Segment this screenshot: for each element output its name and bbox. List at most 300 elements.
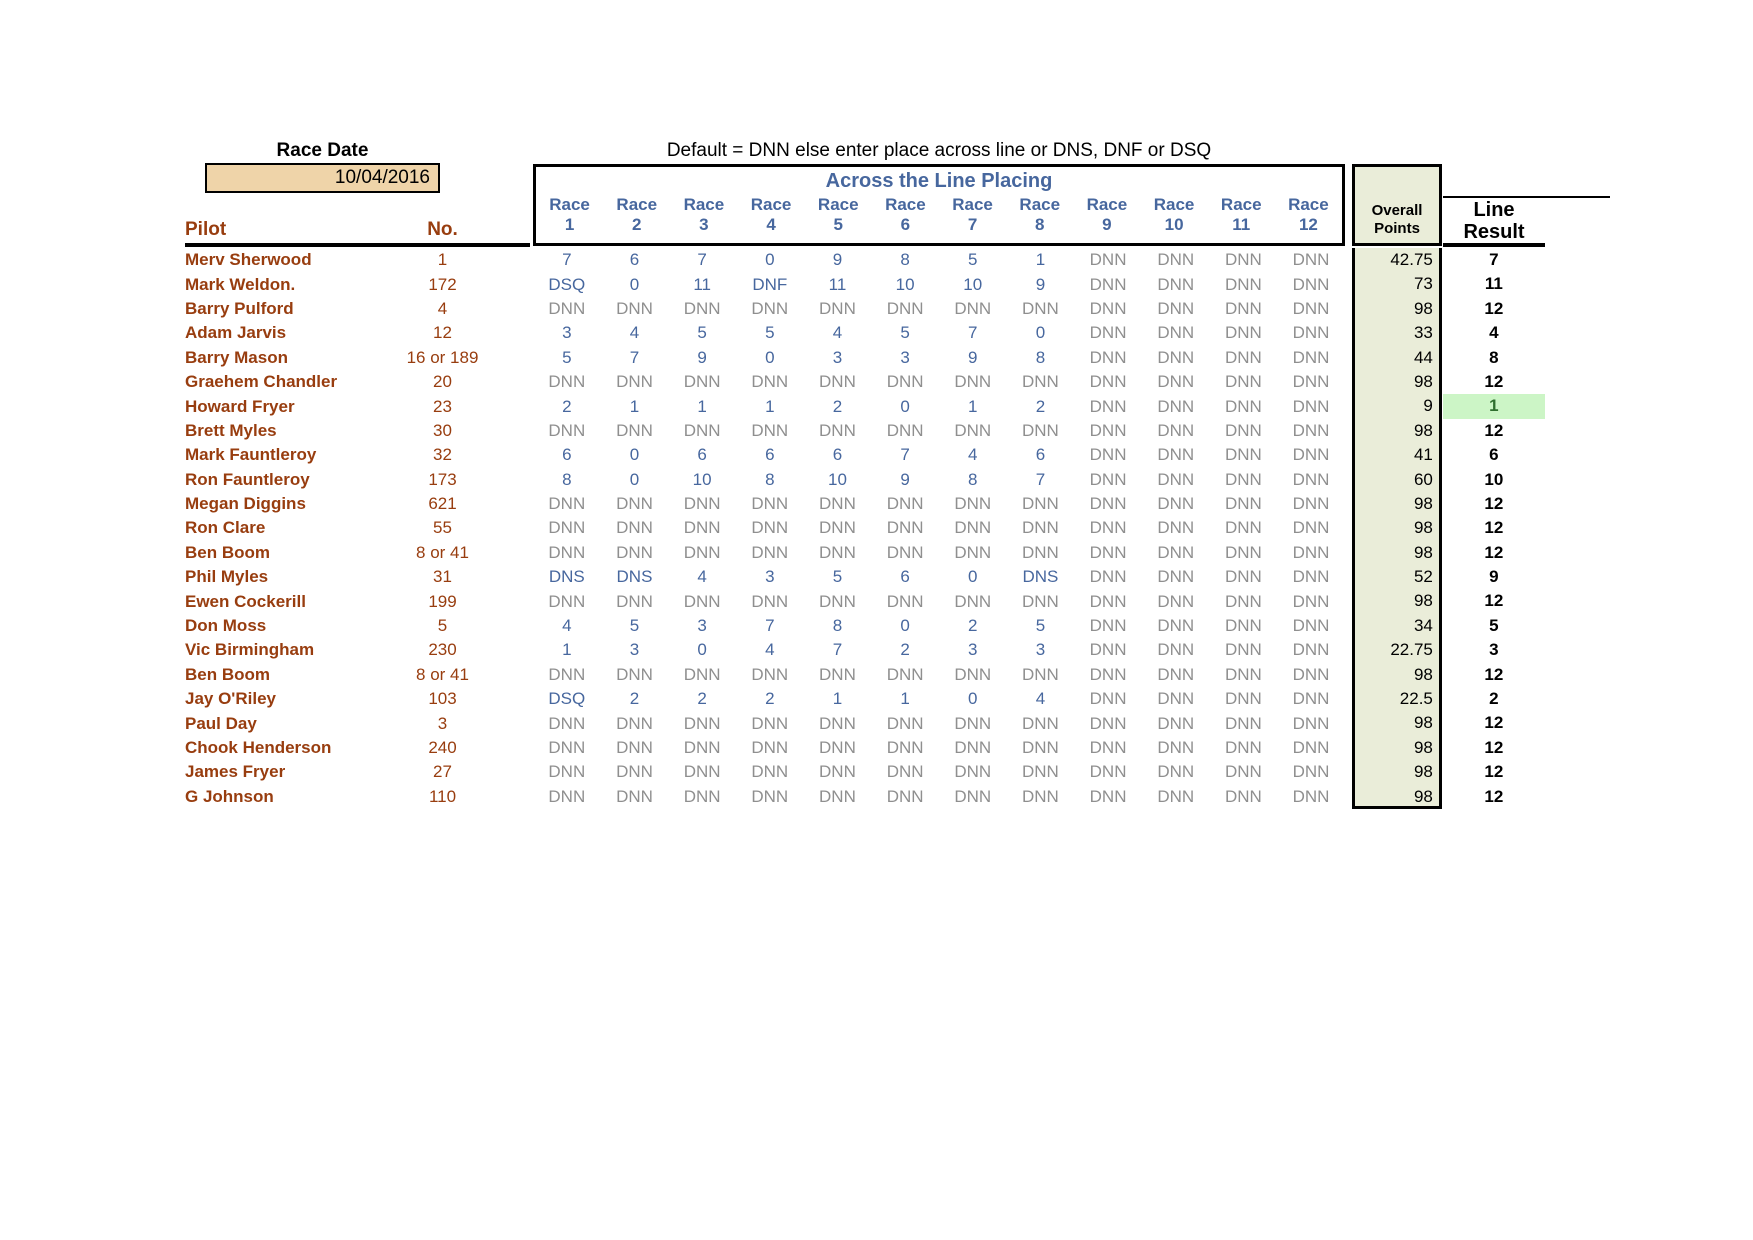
race-placing-cell[interactable]: DNN — [1292, 664, 1330, 684]
race-placing-cell[interactable]: DNN — [751, 518, 789, 538]
race-placing-cell[interactable]: DNN — [1089, 664, 1127, 684]
race-placing-cell[interactable]: DNN — [819, 542, 856, 562]
race-placing-cell[interactable]: DNN — [819, 494, 856, 514]
race-placing-cell[interactable]: DNN — [1157, 518, 1195, 538]
race-placing-cell[interactable]: DNN — [751, 786, 789, 806]
race-placing-cell[interactable]: DNN — [819, 591, 856, 611]
race-placing-cell[interactable]: 6 — [1035, 445, 1046, 465]
race-placing-cell[interactable]: DNN — [819, 298, 856, 318]
race-placing-cell[interactable]: DNN — [954, 762, 992, 782]
race-placing-cell[interactable]: DNN — [819, 786, 856, 806]
race-placing-cell[interactable]: DNN — [548, 542, 586, 562]
race-placing-cell[interactable]: DNN — [886, 298, 924, 318]
table-row — [185, 760, 1546, 784]
table-row — [185, 614, 1546, 638]
race-placing-cell[interactable]: 1 — [697, 396, 707, 416]
race-placing-cell[interactable]: DNN — [616, 542, 653, 562]
race-placing-cell[interactable]: DNN — [751, 738, 789, 757]
race-placing-cell[interactable]: DSQ — [548, 689, 586, 709]
race-placing-cell[interactable]: DNF — [752, 274, 788, 294]
race-placing-cell[interactable]: 8 — [900, 250, 910, 270]
race-placing-cell[interactable]: DNN — [1022, 372, 1059, 392]
race-placing-cell[interactable]: DNN — [616, 372, 653, 392]
race-placing-cell[interactable]: DNN — [1022, 713, 1059, 733]
race-placing-cell[interactable]: 11 — [693, 274, 711, 294]
race-placing-cell[interactable]: DNN — [1089, 762, 1127, 782]
race-placing-cell[interactable]: DNN — [1157, 298, 1195, 318]
race-placing-cell[interactable]: DNN — [1157, 640, 1195, 660]
race-placing-cell[interactable]: DNN — [1157, 738, 1195, 757]
header-divider — [185, 243, 530, 247]
race-placing-cell[interactable]: 8 — [1035, 347, 1046, 367]
race-placing-cell[interactable]: DNN — [1089, 250, 1127, 270]
race-placing-cell[interactable]: 0 — [765, 347, 775, 367]
race-placing-cell[interactable]: DNN — [1089, 518, 1127, 538]
race-placing-cell[interactable]: 0 — [1035, 323, 1046, 343]
race-placing-cell[interactable]: DNN — [1224, 689, 1262, 709]
race-placing-cell[interactable]: 2 — [765, 689, 775, 709]
overall-points-cell: 98 — [1352, 663, 1442, 687]
race-placing-cell[interactable]: 3 — [629, 640, 640, 660]
race-placing-cell[interactable]: DNN — [751, 713, 789, 733]
race-placing-cell[interactable]: DNN — [1224, 298, 1262, 318]
race-placing-cell[interactable]: DNN — [616, 664, 653, 684]
race-placing-cell[interactable]: DNN — [683, 786, 721, 806]
race-placing-cell[interactable]: DNN — [1224, 762, 1262, 782]
race-placing-cell[interactable]: DNN — [1157, 762, 1195, 782]
race-placing-cell[interactable]: DNN — [954, 298, 992, 318]
race-placing-cell[interactable]: DNN — [954, 591, 992, 611]
overall-points-cell: 98 — [1352, 589, 1442, 613]
race-placing-cell[interactable]: DNN — [1089, 738, 1127, 757]
race-placing-cell[interactable]: DNN — [954, 518, 992, 538]
race-placing-cell[interactable]: DNN — [1224, 445, 1262, 465]
overall-points-cell: 60 — [1352, 468, 1442, 492]
race-placing-cell[interactable]: DNN — [1089, 689, 1127, 709]
race-placing-cell[interactable]: DNN — [1157, 689, 1195, 709]
race-placing-cell[interactable]: DNN — [1089, 323, 1127, 343]
race-placing-cell[interactable]: DNN — [954, 664, 992, 684]
race-placing-cell[interactable]: DNN — [1022, 786, 1059, 806]
race-placing-cell[interactable]: 0 — [629, 274, 640, 294]
race-placing-cell[interactable]: 7 — [765, 616, 775, 636]
pilot-number: 1 — [437, 250, 448, 270]
race-placing-cell[interactable]: DNN — [1157, 494, 1195, 514]
race-placing-cell[interactable]: DNN — [1292, 616, 1330, 636]
race-placing-cell[interactable]: 6 — [765, 445, 775, 465]
race-placing-cell[interactable]: DNS — [548, 567, 585, 587]
race-placing-cell[interactable]: DNN — [1224, 347, 1262, 367]
race-placing-cell[interactable]: 3 — [900, 347, 910, 367]
race-placing-cell[interactable]: 0 — [697, 640, 707, 660]
race-placing-cell[interactable]: DNN — [1089, 347, 1127, 367]
race-placing-cell[interactable]: DNN — [1292, 567, 1330, 587]
race-placing-cell[interactable]: DNN — [1157, 713, 1195, 733]
race-placing-cell[interactable]: DNN — [751, 762, 789, 782]
race-placing-cell[interactable]: 0 — [900, 616, 910, 636]
pilot-name: Ben Boom — [185, 664, 270, 684]
race-placing-cell[interactable]: DNN — [1157, 786, 1195, 806]
race-placing-cell[interactable]: DNN — [1022, 591, 1059, 611]
race-placing-cell[interactable]: DNN — [1157, 469, 1195, 489]
race-placing-cell[interactable]: 7 — [697, 250, 707, 270]
race-placing-cell[interactable]: 5 — [765, 323, 775, 343]
race-placing-cell[interactable]: DNN — [886, 494, 924, 514]
race-placing-cell[interactable]: 4 — [968, 445, 978, 465]
race-placing-cell[interactable]: 2 — [900, 640, 910, 660]
race-placing-cell[interactable]: 6 — [562, 445, 572, 465]
race-placing-cell[interactable]: 4 — [562, 616, 572, 636]
race-placing-cell[interactable]: DNN — [616, 786, 653, 806]
race-placing-cell[interactable]: DNN — [751, 591, 789, 611]
race-placing-cell[interactable]: DNN — [1224, 323, 1262, 343]
line-result-cell: 12 — [1484, 591, 1504, 611]
race-placing-cell[interactable]: 6 — [832, 445, 843, 465]
race-placing-cell[interactable]: DNN — [819, 420, 856, 440]
race-placing-cell[interactable]: 4 — [765, 640, 775, 660]
race-placing-cell[interactable]: 1 — [1035, 250, 1046, 270]
race-placing-cell[interactable]: 7 — [629, 347, 640, 367]
race-placing-cell[interactable]: 2 — [832, 396, 843, 416]
race-placing-cell[interactable]: DNN — [1089, 469, 1127, 489]
race-placing-cell[interactable]: DNN — [819, 713, 856, 733]
race-placing-cell[interactable]: DNN — [1157, 445, 1195, 465]
pilot-number: 240 — [428, 738, 457, 757]
race-placing-cell[interactable]: 5 — [968, 250, 978, 270]
table-row — [185, 663, 1546, 687]
race-placing-cell[interactable]: DNN — [548, 298, 586, 318]
race-placing-cell[interactable]: DNN — [954, 494, 992, 514]
race-placing-cell[interactable]: DNN — [1224, 420, 1262, 440]
race-placing-cell[interactable]: DNN — [1157, 396, 1195, 416]
race-placing-cell[interactable]: DNN — [1022, 494, 1059, 514]
race-placing-cell[interactable]: DNN — [1224, 494, 1262, 514]
race-placing-cell[interactable]: DNN — [548, 372, 586, 392]
race-placing-cell[interactable]: 6 — [629, 250, 640, 270]
pilot-number: 173 — [428, 469, 457, 489]
race-placing-cell[interactable]: 1 — [832, 689, 843, 709]
race-placing-cell[interactable]: 4 — [832, 323, 843, 343]
race-placing-cell[interactable]: 7 — [968, 323, 978, 343]
race-placing-cell[interactable]: DNN — [616, 591, 653, 611]
race-placing-cell[interactable]: 0 — [968, 689, 978, 709]
race-placing-cell[interactable]: DNN — [819, 762, 856, 782]
race-placing-cell[interactable]: 1 — [968, 396, 978, 416]
race-placing-cell[interactable]: DNN — [819, 372, 856, 392]
race-placing-cell[interactable]: 9 — [697, 347, 707, 367]
race-placing-cell[interactable]: DNN — [751, 542, 789, 562]
race-placing-cell[interactable]: DNN — [616, 738, 653, 757]
race-placing-cell[interactable]: DNN — [616, 518, 653, 538]
race-placing-cell[interactable]: DNN — [1089, 396, 1127, 416]
race-placing-cell[interactable]: DNN — [1157, 347, 1195, 367]
race-placing-cell[interactable]: 10 — [692, 469, 712, 489]
race-placing-cell[interactable]: DNN — [548, 762, 586, 782]
race-placing-cell[interactable]: 7 — [1035, 469, 1046, 489]
race-placing-cell[interactable]: DNN — [1224, 616, 1262, 636]
race-placing-cell[interactable]: 3 — [697, 616, 707, 636]
race-placing-cell[interactable]: DNS — [1022, 567, 1059, 587]
race-placing-cell[interactable]: DNN — [1292, 250, 1330, 270]
race-placing-cell[interactable]: DNN — [1224, 274, 1262, 294]
race-placing-cell[interactable]: 0 — [629, 469, 640, 489]
race-placing-cell[interactable]: DNN — [683, 420, 721, 440]
race-placing-cell[interactable]: DNN — [819, 664, 856, 684]
overall-points-cell: 98 — [1352, 297, 1442, 321]
race-placing-cell[interactable]: DNN — [1292, 640, 1330, 660]
race-placing-cell[interactable]: DNN — [1292, 762, 1330, 782]
race-placing-cell[interactable]: DNN — [616, 298, 653, 318]
race-placing-cell[interactable]: DNN — [954, 738, 992, 757]
race-placing-cell[interactable]: DNN — [751, 420, 789, 440]
race-placing-cell[interactable]: DNN — [954, 542, 992, 562]
race-placing-cell[interactable]: DNN — [886, 738, 924, 757]
race-placing-cell[interactable]: DNN — [1224, 518, 1262, 538]
race-placing-cell[interactable]: 0 — [968, 567, 978, 587]
race-placing-cell[interactable]: 0 — [629, 445, 640, 465]
race-placing-cell[interactable]: DNN — [1292, 396, 1330, 416]
race-placing-cell[interactable]: DNN — [548, 494, 586, 514]
race-placing-cell[interactable]: DNN — [1022, 664, 1059, 684]
race-placing-cell[interactable]: DNN — [1292, 786, 1330, 806]
race-placing-cell[interactable]: DNN — [1089, 274, 1127, 294]
race-placing-cell[interactable]: 2 — [697, 689, 707, 709]
race-placing-cell[interactable]: DNN — [1089, 713, 1127, 733]
race-placing-cell[interactable]: DNN — [886, 786, 924, 806]
race-placing-cell[interactable]: DNN — [1157, 250, 1195, 270]
race-placing-cell[interactable]: DNN — [1224, 542, 1262, 562]
race-placing-cell[interactable]: DNN — [683, 494, 721, 514]
race-placing-cell[interactable]: DNN — [683, 738, 721, 757]
race-placing-cell[interactable]: DNN — [1292, 494, 1330, 514]
race-placing-cell[interactable]: DNN — [616, 713, 653, 733]
race-placing-cell[interactable]: 10 — [895, 274, 915, 294]
race-placing-cell[interactable]: DNN — [1022, 518, 1059, 538]
race-placing-cell[interactable]: 6 — [900, 567, 910, 587]
race-placing-cell[interactable]: DNN — [1224, 786, 1262, 806]
race-placing-cell[interactable]: 3 — [562, 323, 572, 343]
race-placing-cell[interactable]: DNN — [1157, 372, 1195, 392]
race-placing-cell[interactable]: 1 — [765, 396, 775, 416]
race-placing-cell[interactable]: DNN — [1292, 347, 1330, 367]
race-placing-cell[interactable]: DNN — [886, 372, 924, 392]
race-placing-cell[interactable]: 9 — [968, 347, 978, 367]
race-placing-cell[interactable]: DNN — [1292, 542, 1330, 562]
race-placing-cell[interactable]: DNN — [1292, 713, 1330, 733]
race-placing-cell[interactable]: DNN — [548, 664, 586, 684]
line-result-cell: 12 — [1484, 518, 1504, 538]
race-placing-cell[interactable]: DNN — [683, 713, 721, 733]
race-placing-cell[interactable]: 7 — [562, 250, 572, 270]
race-placing-cell[interactable]: DNN — [954, 372, 992, 392]
race-placing-cell[interactable]: DNN — [1292, 469, 1330, 489]
race-placing-cell[interactable]: DNN — [1157, 664, 1195, 684]
race-placing-cell[interactable]: DNN — [1022, 420, 1059, 440]
race-placing-cell[interactable]: DSQ — [548, 274, 586, 294]
race-placing-cell[interactable]: 6 — [697, 445, 707, 465]
race-placing-cell[interactable]: DNN — [751, 494, 789, 514]
race-placing-cell[interactable]: DNN — [1089, 494, 1127, 514]
race-number: 5 — [833, 215, 843, 234]
race-placing-cell[interactable]: 10 — [827, 469, 847, 489]
race-placing-cell[interactable]: DNN — [683, 372, 721, 392]
race-placing-cell[interactable]: DNN — [1157, 274, 1195, 294]
race-placing-cell[interactable]: DNN — [1089, 616, 1127, 636]
table-row — [185, 248, 1546, 272]
race-placing-cell[interactable]: DNN — [548, 738, 586, 757]
race-placing-cell[interactable]: 7 — [832, 640, 843, 660]
race-placing-cell[interactable]: DNN — [1089, 786, 1127, 806]
race-placing-cell[interactable]: 3 — [1035, 640, 1046, 660]
race-placing-cell[interactable]: DNN — [1224, 738, 1262, 757]
race-column-headers — [536, 195, 1342, 235]
race-placing-cell[interactable]: DNN — [1292, 445, 1330, 465]
race-placing-cell[interactable]: 3 — [765, 567, 775, 587]
race-placing-cell[interactable]: DNN — [954, 420, 992, 440]
race-placing-cell[interactable]: DNN — [1157, 591, 1195, 611]
race-placing-cell[interactable]: 2 — [562, 396, 572, 416]
race-placing-cell[interactable]: DNN — [683, 664, 721, 684]
race-placing-cell[interactable]: DNN — [1224, 469, 1262, 489]
race-placing-cell[interactable]: 11 — [828, 274, 847, 294]
line-result-cell: 12 — [1484, 542, 1504, 562]
race-placing-cell[interactable]: DNS — [616, 567, 653, 587]
race-placing-cell[interactable]: DNN — [1089, 640, 1127, 660]
race-placing-cell[interactable]: DNN — [1292, 518, 1330, 538]
race-placing-cell[interactable]: DNN — [1022, 542, 1059, 562]
race-placing-cell[interactable]: DNN — [1224, 664, 1262, 684]
race-placing-cell[interactable]: DNN — [616, 420, 653, 440]
race-placing-cell[interactable]: DNN — [1224, 713, 1262, 733]
race-placing-cell[interactable]: 0 — [765, 250, 775, 270]
race-placing-cell[interactable]: DNN — [1089, 298, 1127, 318]
race-placing-cell[interactable]: DNN — [1022, 762, 1059, 782]
race-placing-cell[interactable]: 4 — [629, 323, 640, 343]
race-date-input[interactable]: 10/04/2016 — [205, 163, 440, 193]
race-placing-cell[interactable]: 5 — [900, 323, 910, 343]
race-placing-cell[interactable]: DNN — [1292, 372, 1330, 392]
race-placing-cell[interactable]: DNN — [886, 542, 924, 562]
race-placing-cell[interactable]: DNN — [886, 591, 924, 611]
race-placing-cell[interactable]: 5 — [697, 323, 707, 343]
race-placing-cell[interactable]: DNN — [1224, 250, 1262, 270]
race-placing-cell[interactable]: DNN — [548, 713, 586, 733]
race-placing-cell[interactable]: DNN — [616, 494, 653, 514]
race-placing-cell[interactable]: 5 — [562, 347, 572, 367]
race-placing-cell[interactable]: DNN — [1292, 738, 1330, 757]
race-placing-cell[interactable]: DNN — [1157, 323, 1195, 343]
race-placing-cell[interactable]: 8 — [968, 469, 978, 489]
race-placing-cell[interactable]: DNN — [886, 518, 924, 538]
race-placing-cell[interactable]: 9 — [900, 469, 910, 489]
race-placing-cell[interactable]: 1 — [900, 689, 910, 709]
race-placing-cell[interactable]: DNN — [1292, 274, 1330, 294]
pilot-number: 621 — [428, 494, 457, 514]
race-placing-cell[interactable]: DNN — [1157, 420, 1195, 440]
race-placing-cell[interactable]: DNN — [751, 372, 789, 392]
race-placing-cell[interactable]: DNN — [1157, 542, 1195, 562]
race-placing-cell[interactable]: DNN — [1157, 567, 1195, 587]
race-placing-cell[interactable]: 4 — [1035, 689, 1046, 709]
race-placing-cell[interactable]: DNN — [683, 762, 721, 782]
race-placing-cell[interactable]: DNN — [1292, 689, 1330, 709]
race-placing-cell[interactable]: DNN — [1224, 591, 1262, 611]
race-placing-cell[interactable]: DNN — [683, 298, 721, 318]
race-placing-cell[interactable]: 0 — [900, 396, 910, 416]
pilot-name: Megan Diggins — [185, 494, 306, 514]
race-placing-cell[interactable]: 2 — [629, 689, 640, 709]
pilot-name: Barry Pulford — [185, 298, 294, 318]
race-placing-cell[interactable]: 8 — [562, 469, 572, 489]
race-placing-cell[interactable]: DNN — [1292, 420, 1330, 440]
race-placing-cell[interactable]: DNN — [954, 786, 992, 806]
race-word: Race — [616, 195, 658, 214]
race-placing-cell[interactable]: DNN — [751, 664, 789, 684]
race-placing-cell[interactable]: DNN — [548, 786, 586, 806]
race-placing-cell[interactable]: DNN — [886, 664, 924, 684]
race-placing-cell[interactable]: DNN — [1022, 738, 1059, 757]
race-placing-cell[interactable]: DNN — [683, 591, 721, 611]
race-placing-cell[interactable]: DNN — [1089, 591, 1127, 611]
race-placing-cell[interactable]: DNN — [1292, 323, 1330, 343]
race-placing-cell[interactable]: DNN — [1224, 396, 1262, 416]
race-placing-cell[interactable]: DNN — [1224, 640, 1262, 660]
race-placing-cell[interactable]: DNN — [819, 518, 856, 538]
race-placing-cell[interactable]: 8 — [832, 616, 843, 636]
race-placing-cell[interactable]: DNN — [1224, 372, 1262, 392]
race-placing-cell[interactable]: DNN — [751, 298, 789, 318]
race-placing-cell[interactable]: DNN — [1089, 420, 1127, 440]
race-placing-cell[interactable]: DNN — [548, 420, 586, 440]
race-placing-cell[interactable]: DNN — [819, 738, 856, 757]
race-placing-cell[interactable]: 10 — [963, 274, 983, 294]
race-placing-cell[interactable]: 1 — [562, 640, 572, 660]
race-placing-cell[interactable]: 7 — [900, 445, 910, 465]
race-placing-cell[interactable]: DNN — [886, 762, 924, 782]
race-placing-cell[interactable]: 3 — [832, 347, 843, 367]
race-placing-cell[interactable]: DNN — [1089, 542, 1127, 562]
race-placing-cell[interactable]: DNN — [1224, 567, 1262, 587]
race-placing-cell[interactable]: 4 — [697, 567, 707, 587]
race-placing-cell[interactable]: DNN — [1089, 567, 1127, 587]
race-placing-cell[interactable]: DNN — [616, 762, 653, 782]
race-placing-cell[interactable]: DNN — [683, 518, 721, 538]
race-placing-cell[interactable]: 9 — [832, 250, 843, 270]
race-placing-cell[interactable]: DNN — [683, 542, 721, 562]
race-placing-cell[interactable]: DNN — [548, 518, 586, 538]
race-placing-cell[interactable]: DNN — [1292, 591, 1330, 611]
race-placing-cell[interactable]: 5 — [629, 616, 640, 636]
race-placing-cell[interactable]: 8 — [765, 469, 775, 489]
race-placing-cell[interactable]: DNN — [1157, 616, 1195, 636]
race-placing-cell[interactable]: DNN — [1292, 298, 1330, 318]
race-placing-cell[interactable]: 2 — [968, 616, 978, 636]
race-placing-cell[interactable]: DNN — [954, 713, 992, 733]
race-placing-cell[interactable]: DNN — [1089, 445, 1127, 465]
race-placing-cell[interactable]: DNN — [886, 420, 924, 440]
race-placing-cell[interactable]: DNN — [886, 713, 924, 733]
race-placing-cell[interactable]: 9 — [1035, 274, 1046, 294]
race-placing-cell[interactable]: DNN — [548, 591, 586, 611]
race-placing-cell[interactable]: 2 — [1035, 396, 1046, 416]
race-placing-cell[interactable]: 5 — [832, 567, 843, 587]
race-placing-cell[interactable]: 1 — [629, 396, 640, 416]
race-placing-cell[interactable]: 3 — [968, 640, 978, 660]
race-placing-cell[interactable]: DNN — [1089, 372, 1127, 392]
race-column-header — [1073, 195, 1140, 235]
race-placing-cell[interactable]: 5 — [1035, 616, 1046, 636]
race-placing-cell[interactable]: DNN — [1022, 298, 1059, 318]
